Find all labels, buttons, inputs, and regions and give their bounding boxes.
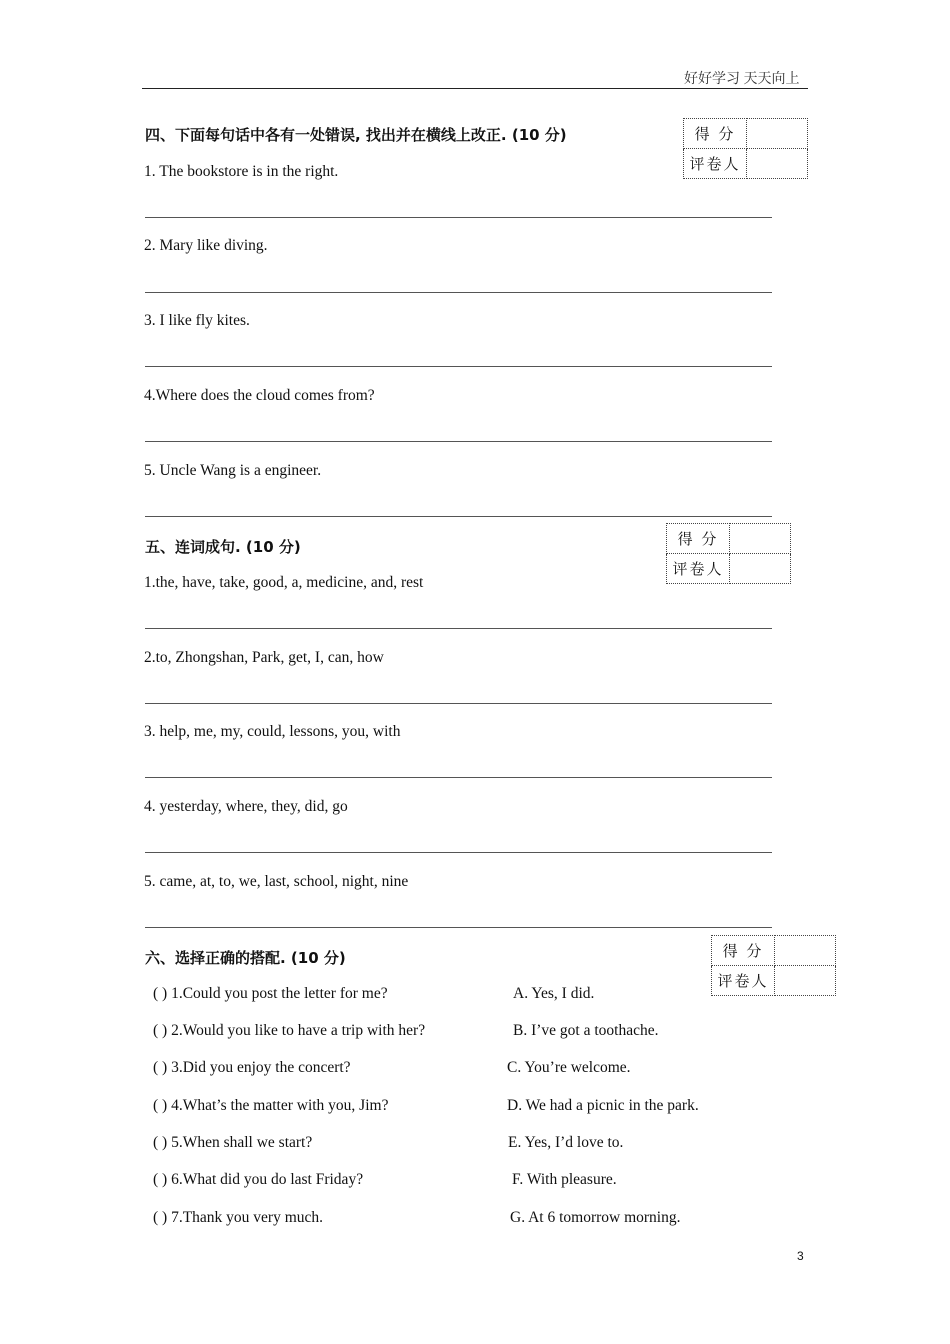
score-box-section-5 xyxy=(666,523,791,584)
score-field[interactable] xyxy=(775,936,836,966)
match-question[interactable]: ( ) 5.When shall we start? xyxy=(153,1134,313,1151)
answer-line[interactable] xyxy=(145,217,772,218)
score-box-section-4 xyxy=(683,118,808,179)
question: 2.to, Zhongshan, Park, get, I, can, how xyxy=(144,649,384,666)
match-question[interactable]: ( ) 7.Thank you very much. xyxy=(153,1209,324,1226)
match-answer: F. With pleasure. xyxy=(512,1171,617,1188)
answer-line[interactable] xyxy=(145,516,772,517)
score-field[interactable] xyxy=(747,119,808,149)
question: 5. Uncle Wang is a engineer. xyxy=(144,462,322,479)
match-question[interactable]: ( ) 6.What did you do last Friday? xyxy=(153,1171,364,1188)
question: 4. yesterday, where, they, did, go xyxy=(144,798,348,815)
match-answer: C. You’re welcome. xyxy=(507,1059,631,1076)
match-answer: B. I’ve got a toothache. xyxy=(513,1022,659,1039)
match-question[interactable]: ( ) 1.Could you post the letter for me? xyxy=(153,985,388,1002)
answer-line[interactable] xyxy=(145,777,772,778)
grader-label: 评卷人 xyxy=(667,554,730,584)
answer-line[interactable] xyxy=(145,703,772,704)
question: 1. The bookstore is in the right. xyxy=(144,163,339,180)
score-box-section-6 xyxy=(711,935,836,996)
answer-line[interactable] xyxy=(145,366,772,367)
answer-line[interactable] xyxy=(145,852,772,853)
answer-line[interactable] xyxy=(145,927,772,928)
score-label: 得 分 xyxy=(684,119,747,149)
page-number: 3 xyxy=(797,1249,804,1263)
grader-label: 评卷人 xyxy=(712,966,775,996)
grader-field[interactable] xyxy=(730,554,791,584)
question: 3. help, me, my, could, lessons, you, with xyxy=(144,723,401,740)
header-rule xyxy=(142,88,808,89)
match-question[interactable]: ( ) 2.Would you like to have a trip with her? xyxy=(153,1022,426,1039)
answer-line[interactable] xyxy=(145,292,772,293)
grader-field[interactable] xyxy=(775,966,836,996)
question: 2. Mary like diving. xyxy=(144,237,268,254)
match-question[interactable]: ( ) 4.What’s the matter with you, Jim? xyxy=(153,1097,389,1114)
score-field[interactable] xyxy=(730,524,791,554)
score-label: 得 分 xyxy=(667,524,730,554)
score-label: 得 分 xyxy=(712,936,775,966)
header-text: 好好学习 天天向上 xyxy=(684,72,800,87)
section-6-title: 六、选择正确的搭配. (10 分) xyxy=(145,949,346,967)
question: 3. I like fly kites. xyxy=(144,312,250,329)
question: 4.Where does the cloud comes from? xyxy=(144,387,375,404)
match-answer: G. At 6 tomorrow morning. xyxy=(510,1209,681,1226)
question: 1.the, have, take, good, a, medicine, and, rest xyxy=(144,574,424,591)
match-answer: E. Yes, I’d love to. xyxy=(508,1134,624,1151)
match-answer: A. Yes, I did. xyxy=(513,985,595,1002)
match-answer: D. We had a picnic in the park. xyxy=(507,1097,699,1114)
grader-label: 评卷人 xyxy=(684,149,747,179)
section-5-title: 五、连词成句. (10 分) xyxy=(145,538,301,556)
grader-field[interactable] xyxy=(747,149,808,179)
section-4-title: 四、下面每句话中各有一处错误, 找出并在横线上改正. (10 分) xyxy=(145,126,567,144)
question: 5. came, at, to, we, last, school, night, nine xyxy=(144,873,409,890)
answer-line[interactable] xyxy=(145,628,772,629)
answer-line[interactable] xyxy=(145,441,772,442)
match-question[interactable]: ( ) 3.Did you enjoy the concert? xyxy=(153,1059,351,1076)
